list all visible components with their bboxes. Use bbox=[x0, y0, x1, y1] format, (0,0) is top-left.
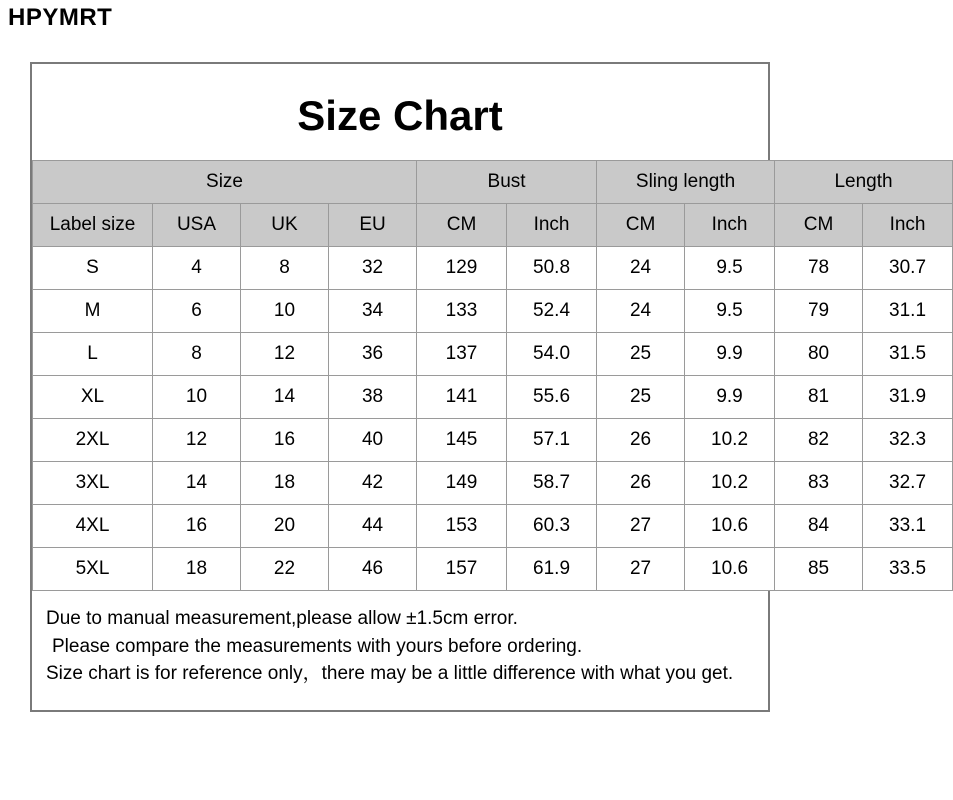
table-body bbox=[33, 247, 953, 591]
cell-bust-cm: 129 bbox=[417, 247, 507, 290]
cell-bust-cm: 133 bbox=[417, 290, 507, 333]
cell-bust-inch: 50.8 bbox=[507, 247, 597, 290]
cell-length-cm: 83 bbox=[775, 462, 863, 505]
column-header-sling-cm: CM bbox=[597, 204, 685, 247]
cell-length-cm: 81 bbox=[775, 376, 863, 419]
cell-label-size: M bbox=[33, 290, 153, 333]
cell-bust-inch: 55.6 bbox=[507, 376, 597, 419]
column-header-length-inch: Inch bbox=[863, 204, 953, 247]
cell-eu: 32 bbox=[329, 247, 417, 290]
cell-uk: 10 bbox=[241, 290, 329, 333]
cell-eu: 34 bbox=[329, 290, 417, 333]
cell-usa: 18 bbox=[153, 548, 241, 591]
cell-eu: 46 bbox=[329, 548, 417, 591]
cell-label-size: XL bbox=[33, 376, 153, 419]
note-reference-only: Size chart is for reference only，there may be a little difference with what you get. bbox=[46, 663, 734, 685]
cell-sling-cm: 26 bbox=[597, 419, 685, 462]
table-row bbox=[33, 505, 953, 548]
cell-eu: 42 bbox=[329, 462, 417, 505]
cell-uk: 8 bbox=[241, 247, 329, 290]
note-measurement-error: Due to manual measurement,please allow ±1.5cm error. bbox=[46, 608, 518, 629]
column-header-bust-inch: Inch bbox=[507, 204, 597, 247]
cell-sling-inch: 10.2 bbox=[685, 419, 775, 462]
table-row bbox=[33, 376, 953, 419]
cell-eu: 36 bbox=[329, 333, 417, 376]
column-header-bust-cm: CM bbox=[417, 204, 507, 247]
cell-sling-inch: 10.6 bbox=[685, 548, 775, 591]
cell-label-size: L bbox=[33, 333, 153, 376]
cell-sling-cm: 25 bbox=[597, 333, 685, 376]
cell-bust-cm: 153 bbox=[417, 505, 507, 548]
cell-bust-inch: 52.4 bbox=[507, 290, 597, 333]
cell-uk: 22 bbox=[241, 548, 329, 591]
cell-length-inch: 32.3 bbox=[863, 419, 953, 462]
table-row bbox=[33, 462, 953, 505]
cell-sling-cm: 27 bbox=[597, 548, 685, 591]
column-header-usa: USA bbox=[153, 204, 241, 247]
cell-length-cm: 79 bbox=[775, 290, 863, 333]
cell-sling-inch: 9.9 bbox=[685, 376, 775, 419]
cell-bust-inch: 57.1 bbox=[507, 419, 597, 462]
cell-sling-inch: 10.6 bbox=[685, 505, 775, 548]
cell-bust-cm: 157 bbox=[417, 548, 507, 591]
cell-sling-inch: 10.2 bbox=[685, 462, 775, 505]
cell-label-size: 3XL bbox=[33, 462, 153, 505]
table-row bbox=[33, 419, 953, 462]
cell-usa: 10 bbox=[153, 376, 241, 419]
cell-label-size: 5XL bbox=[33, 548, 153, 591]
table-row bbox=[33, 247, 953, 290]
size-chart-card bbox=[30, 62, 927, 712]
column-header-label-size: Label size bbox=[33, 204, 153, 247]
cell-uk: 12 bbox=[241, 333, 329, 376]
cell-bust-inch: 60.3 bbox=[507, 505, 597, 548]
size-chart-table bbox=[32, 160, 953, 591]
cell-length-cm: 85 bbox=[775, 548, 863, 591]
table-row bbox=[33, 548, 953, 591]
group-header-bust: Bust bbox=[417, 161, 597, 204]
note-compare-measurements: Please compare the measurements with yours before ordering. bbox=[52, 635, 583, 657]
cell-uk: 20 bbox=[241, 505, 329, 548]
cell-sling-inch: 9.5 bbox=[685, 247, 775, 290]
cell-length-inch: 31.1 bbox=[863, 290, 953, 333]
cell-sling-inch: 9.9 bbox=[685, 333, 775, 376]
cell-eu: 38 bbox=[329, 376, 417, 419]
notes-section bbox=[32, 591, 768, 688]
cell-length-inch: 33.5 bbox=[863, 548, 953, 591]
cell-uk: 16 bbox=[241, 419, 329, 462]
brand-logo: HPYMRT bbox=[8, 4, 113, 31]
cell-length-cm: 78 bbox=[775, 247, 863, 290]
cell-label-size: 4XL bbox=[33, 505, 153, 548]
cell-length-cm: 80 bbox=[775, 333, 863, 376]
cell-length-cm: 82 bbox=[775, 419, 863, 462]
cell-eu: 40 bbox=[329, 419, 417, 462]
group-header-length: Length bbox=[775, 161, 953, 204]
cell-bust-inch: 54.0 bbox=[507, 333, 597, 376]
column-header-eu: EU bbox=[329, 204, 417, 247]
cell-bust-cm: 149 bbox=[417, 462, 507, 505]
column-header-uk: UK bbox=[241, 204, 329, 247]
cell-label-size: S bbox=[33, 247, 153, 290]
cell-uk: 18 bbox=[241, 462, 329, 505]
cell-bust-cm: 141 bbox=[417, 376, 507, 419]
cell-bust-cm: 145 bbox=[417, 419, 507, 462]
cell-bust-inch: 58.7 bbox=[507, 462, 597, 505]
cell-sling-cm: 24 bbox=[597, 247, 685, 290]
cell-sling-cm: 25 bbox=[597, 376, 685, 419]
page-title: Size Chart bbox=[297, 92, 503, 139]
cell-sling-cm: 24 bbox=[597, 290, 685, 333]
cell-length-inch: 32.7 bbox=[863, 462, 953, 505]
cell-usa: 8 bbox=[153, 333, 241, 376]
cell-usa: 6 bbox=[153, 290, 241, 333]
group-header-row bbox=[33, 161, 953, 204]
cell-length-cm: 84 bbox=[775, 505, 863, 548]
table-row bbox=[33, 290, 953, 333]
cell-sling-cm: 26 bbox=[597, 462, 685, 505]
cell-usa: 4 bbox=[153, 247, 241, 290]
cell-length-inch: 31.9 bbox=[863, 376, 953, 419]
group-header-sling-length: Sling length bbox=[597, 161, 775, 204]
group-header-size: Size bbox=[33, 161, 417, 204]
cell-bust-cm: 137 bbox=[417, 333, 507, 376]
cell-length-inch: 30.7 bbox=[863, 247, 953, 290]
table-head bbox=[33, 161, 953, 247]
cell-usa: 16 bbox=[153, 505, 241, 548]
cell-length-inch: 33.1 bbox=[863, 505, 953, 548]
cell-bust-inch: 61.9 bbox=[507, 548, 597, 591]
cell-usa: 12 bbox=[153, 419, 241, 462]
cell-eu: 44 bbox=[329, 505, 417, 548]
column-header-length-cm: CM bbox=[775, 204, 863, 247]
cell-usa: 14 bbox=[153, 462, 241, 505]
sub-header-row bbox=[33, 204, 953, 247]
table-row bbox=[33, 333, 953, 376]
cell-length-inch: 31.5 bbox=[863, 333, 953, 376]
column-header-sling-inch: Inch bbox=[685, 204, 775, 247]
cell-sling-inch: 9.5 bbox=[685, 290, 775, 333]
cell-uk: 14 bbox=[241, 376, 329, 419]
cell-sling-cm: 27 bbox=[597, 505, 685, 548]
cell-label-size: 2XL bbox=[33, 419, 153, 462]
